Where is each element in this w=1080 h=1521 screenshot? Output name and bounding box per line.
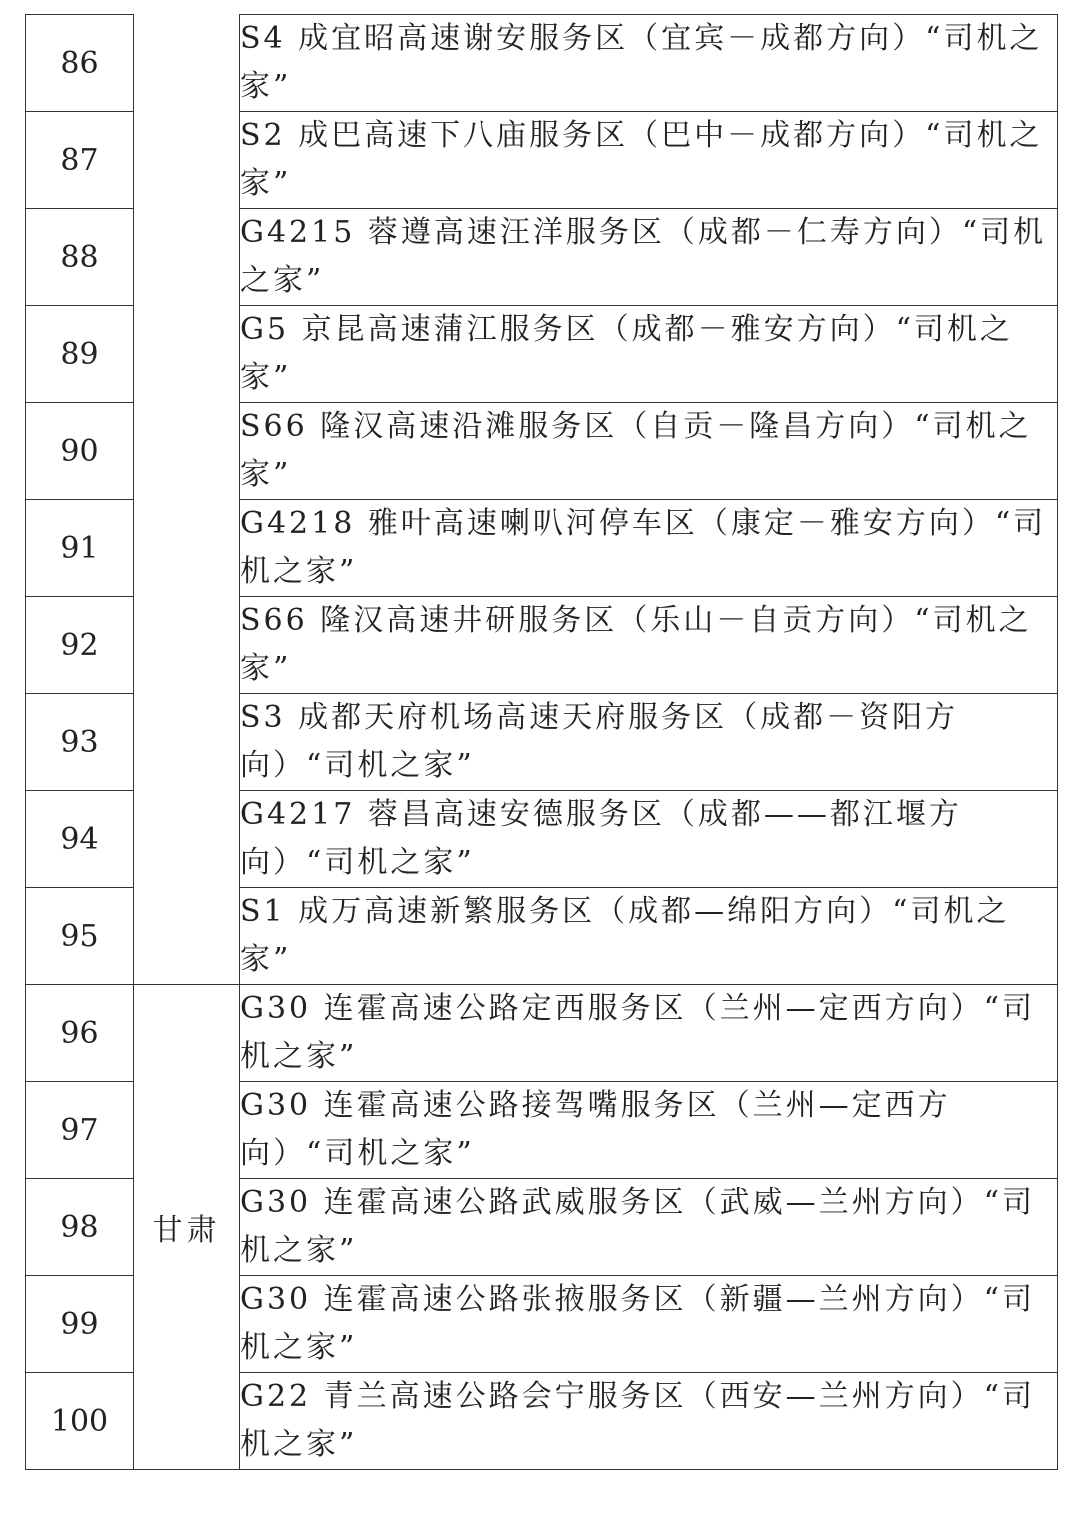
service-area-name: G4215 蓉遵高速汪洋服务区（成都－仁寿方向）“司机之家” <box>240 209 1058 306</box>
row-number: 100 <box>26 1373 134 1470</box>
province-cell-continued <box>134 15 240 985</box>
service-area-name: S66 隆汉高速沿滩服务区（自贡－隆昌方向）“司机之家” <box>240 403 1058 500</box>
service-area-table <box>25 14 1058 1470</box>
service-area-name: S1 成万高速新繁服务区（成都—绵阳方向）“司机之家” <box>240 888 1058 985</box>
service-area-name: S3 成都天府机场高速天府服务区（成都－资阳方向）“司机之家” <box>240 694 1058 791</box>
row-number: 89 <box>26 306 134 403</box>
row-number: 91 <box>26 500 134 597</box>
service-area-name: G30 连霍高速公路定西服务区（兰州—定西方向）“司机之家” <box>240 985 1058 1082</box>
service-area-name: S4 成宜昭高速谢安服务区（宜宾－成都方向）“司机之家” <box>240 15 1058 112</box>
service-area-name: G22 青兰高速公路会宁服务区（西安—兰州方向）“司机之家” <box>240 1373 1058 1470</box>
row-number: 98 <box>26 1179 134 1276</box>
row-number: 90 <box>26 403 134 500</box>
row-number: 94 <box>26 791 134 888</box>
service-area-name: G4218 雅叶高速喇叭河停车区（康定－雅安方向）“司机之家” <box>240 500 1058 597</box>
province-cell: 甘肃 <box>134 985 240 1470</box>
service-area-name: G5 京昆高速蒲江服务区（成都－雅安方向）“司机之家” <box>240 306 1058 403</box>
row-number: 88 <box>26 209 134 306</box>
table-row <box>26 985 1058 1082</box>
service-area-name: S2 成巴高速下八庙服务区（巴中－成都方向）“司机之家” <box>240 112 1058 209</box>
row-number: 87 <box>26 112 134 209</box>
row-number: 93 <box>26 694 134 791</box>
row-number: 92 <box>26 597 134 694</box>
row-number: 97 <box>26 1082 134 1179</box>
row-number: 86 <box>26 15 134 112</box>
service-area-name: G4217 蓉昌高速安德服务区（成都——都江堰方向）“司机之家” <box>240 791 1058 888</box>
table-row <box>26 15 1058 112</box>
service-area-name: S66 隆汉高速井研服务区（乐山－自贡方向）“司机之家” <box>240 597 1058 694</box>
row-number: 96 <box>26 985 134 1082</box>
row-number: 95 <box>26 888 134 985</box>
row-number: 99 <box>26 1276 134 1373</box>
service-area-name: G30 连霍高速公路武威服务区（武威—兰州方向）“司机之家” <box>240 1179 1058 1276</box>
service-area-name: G30 连霍高速公路张掖服务区（新疆—兰州方向）“司机之家” <box>240 1276 1058 1373</box>
service-area-name: G30 连霍高速公路接驾嘴服务区（兰州—定西方向）“司机之家” <box>240 1082 1058 1179</box>
